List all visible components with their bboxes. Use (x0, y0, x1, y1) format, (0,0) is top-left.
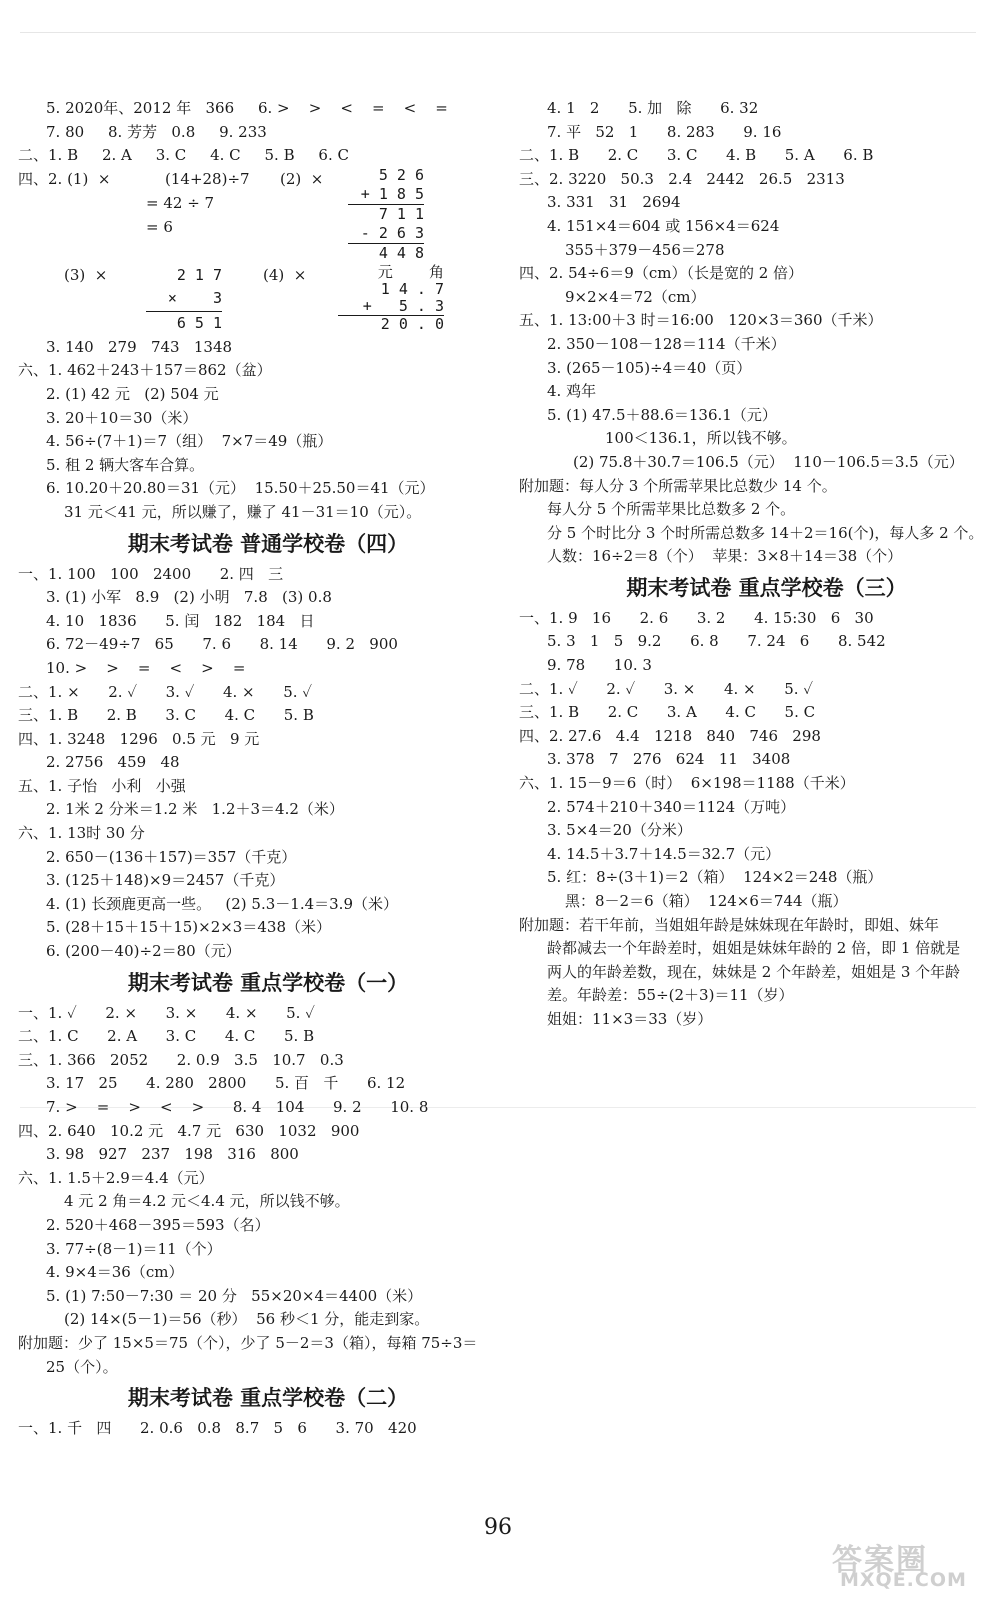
vertical-multiplication (146, 264, 222, 336)
calc-row: + 1 8 5 (348, 185, 424, 205)
calc-row: 1 4 . 7 (380, 279, 444, 298)
answer-line: (2) 14×(5－1)＝56（秒） 56 秒＜1 分，能走到家。 (64, 1310, 430, 1329)
answer-line: 3. (265－105)÷4＝40（页） (547, 358, 752, 377)
answer-line: 10. > > = < > = (46, 658, 246, 677)
answer-line: 五、1. 13:00＋3 时＝16:00 120×3＝360（千米） (519, 311, 883, 330)
answer-line: 六、1. 13时 30 分 (18, 824, 145, 843)
answer-line: 5. (1) 47.5＋88.6＝136.1（元） (547, 405, 777, 424)
answer-line: 2. (1) 42 元 (2) 504 元 (46, 384, 219, 403)
vertical-calc-block-2 (18, 264, 488, 336)
answer-line: 4 元 2 角＝4.2 元＜4.4 元，所以钱不够。 (64, 1192, 350, 1211)
answer-line: 分 5 个时比分 3 个时所需总数多 14＋2＝16(个)，每人多 2 个。 (547, 523, 984, 542)
calc-row: - 2 6 3 (348, 224, 424, 244)
answer-line: 人数：16÷2＝8（个） 苹果：3×8＋14＝38（个） (547, 547, 903, 566)
answer-line: 一、1. 9 16 2. 6 3. 2 4. 15:30 6 30 (519, 608, 874, 627)
section-title-zhongdian-3: 期末考试卷 重点学校卷（三） (626, 575, 907, 600)
answer-line: 6. 72－49÷7 65 7. 6 8. 14 9. 2 900 (46, 635, 398, 654)
calc-row: 5 2 6 (378, 165, 424, 184)
answer-line: 3. (125＋148)×9＝2457（千克） (46, 871, 285, 890)
answer-line: 5. 3 1 5 9.2 6. 8 7. 24 6 8. 542 (547, 632, 886, 651)
answer-line: 7. 80 8. 芳芳 0.8 9. 233 (46, 122, 267, 141)
answer-line: 四、1. 3248 1296 0.5 元 9 元 (18, 729, 260, 748)
top-divider (20, 32, 976, 33)
answer-line: 3. 98 927 237 198 316 800 (46, 1145, 299, 1164)
answer-line: 3. 17 25 4. 280 2800 5. 百 千 6. 12 (46, 1074, 406, 1093)
calc-row: × 3 (146, 287, 222, 312)
answer-line: 5. 红：8÷(3＋1)＝2（箱） 124×2＝248（瓶） (547, 868, 883, 887)
answer-line: 附加题：少了 15×5＝75（个），少了 5－2＝3（箱），每箱 75÷3＝ (18, 1333, 478, 1352)
answer-line: 3. 20＋10＝30（米） (46, 408, 198, 427)
answer-line: (2) 75.8＋30.7＝106.5（元） 110－106.5＝3.5（元） (573, 452, 964, 471)
answer-line: 5. 2020年、2012 年 366 6. > > < = < = (46, 99, 448, 117)
answer-line: 六、1. 1.5＋2.9＝4.4（元） (18, 1168, 214, 1187)
answer-line: 4. 151×4＝604 或 156×4＝624 (547, 216, 780, 235)
answer-line: 二、1. × 2. ✓ 3. ✓ 4. × 5. ✓ (18, 682, 312, 701)
section-title-zhongdian-1: 期末考试卷 重点学校卷（一） (127, 970, 409, 995)
answer-line: 25（个）。 (46, 1357, 118, 1376)
answer-line: 一、1. 100 100 2400 2. 四 三 (18, 564, 284, 583)
answer-line: 3. 378 7 276 624 11 3408 (547, 750, 791, 769)
answer-line: 7. > = > < > 8. 4 104 9. 2 10. 8 (46, 1098, 429, 1116)
answer-line: 2. 650－(136＋157)＝357（千克） (46, 847, 297, 866)
answer-line: 每人分 5 个所需苹果比总数多 2 个。 (547, 500, 796, 519)
answer-line: 二、1. B 2. A 3. C 4. C 5. B 6. C (18, 146, 349, 165)
calc-row: 6 5 1 (176, 313, 222, 332)
answer-line: 三、1. B 2. B 3. C 4. C 5. B (18, 706, 314, 725)
q4-p4-label: (4) × (263, 265, 307, 284)
answer-line: 五、1. 子怡 小利 小强 (18, 776, 186, 795)
answer-line: 两人的年龄差数，现在，妹妹是 2 个年龄差，姐姐是 3 个年龄 (547, 962, 961, 981)
answer-line: 100＜136.1，所以钱不够。 (605, 429, 797, 448)
answer-line: 3. 331 31 2694 (547, 193, 681, 212)
answer-line: 二、1. B 2. C 3. C 4. B 5. A 6. B (519, 146, 874, 165)
answer-line: 六、1. 462＋243＋157＝862（盆） (18, 361, 272, 380)
answer-line: 三、1. 366 2052 2. 0.9 3.5 10.7 0.3 (18, 1050, 344, 1069)
vertical-decimal-addition (338, 264, 444, 333)
section-title-zhongdian-2: 期末考试卷 重点学校卷（二） (127, 1386, 409, 1411)
answer-line: 4. 56÷(7＋1)＝7（组） 7×7＝49（瓶） (46, 432, 333, 451)
q4-p3-label: (3) × (64, 265, 108, 284)
watermark-url: MXQE.COM (840, 1569, 967, 1591)
answer-line: 4. 10 1836 5. 闰 182 184 日 (46, 611, 315, 630)
page-number: 96 (484, 1515, 512, 1540)
answer-line: 5. 租 2 辆大客车合算。 (46, 455, 205, 474)
answer-line: 三、1. B 2. C 3. A 4. C 5. C (519, 703, 816, 722)
answer-line: 三、2. 3220 50.3 2.4 2442 26.5 2313 (519, 169, 845, 188)
calc-row: 2 1 7 (176, 265, 222, 284)
answer-line: 4. 1 2 5. 加 除 6. 32 (547, 99, 759, 117)
q4-expr1: (14+28)÷7 (165, 169, 250, 188)
calc-row: + 5 . 3 (338, 298, 444, 316)
answer-line: 一、1. ✓ 2. × 3. × 4. × 5. ✓ (18, 1003, 315, 1022)
answer-line: 四、2. 640 10.2 元 4.7 元 630 1032 900 (18, 1121, 360, 1140)
left-column (18, 97, 488, 1441)
answer-line: 3. 5×4＝20（分米） (547, 821, 692, 840)
answer-line: 姐姐：11×3＝33（岁） (547, 1009, 713, 1028)
calc-row: 2 0 . 0 (380, 314, 444, 333)
vertical-addition (348, 166, 424, 263)
calc-row: 元 角 (377, 262, 444, 281)
answer-line: 2. 1米 2 分米＝1.2 米 1.2＋3＝4.2（米） (46, 800, 344, 819)
answer-line: 31 元＜41 元，所以赚了，赚了 41－31＝10（元）。 (64, 502, 422, 521)
answer-line: 2. 520＋468－395＝593（名） (46, 1215, 270, 1234)
answer-line: 3. (1) 小军 8.9 (2) 小明 7.8 (3) 0.8 (46, 588, 332, 607)
answer-line: 355＋379－456＝278 (565, 240, 725, 259)
answer-line: 龄都减去一个年龄差时，姐姐是妹妹年龄的 2 倍，即 1 倍就是 (547, 939, 961, 958)
answer-line: 9×2×4＝72（cm） (565, 287, 706, 306)
q4-expr3: = 6 (146, 217, 173, 236)
answer-line: 2. 350－108－128＝114（千米） (547, 334, 786, 353)
right-column (519, 97, 984, 1032)
calc-row: 4 4 8 (378, 243, 424, 262)
q4-p2-label: (2) × (280, 169, 324, 188)
answer-line: 二、1. ✓ 2. ✓ 3. × 4. × 5. ✓ (519, 679, 813, 698)
answer-line: 9. 78 10. 3 (547, 656, 652, 675)
answer-line: 4. (1) 长颈鹿更高一些。 (2) 5.3－1.4＝3.9（米） (46, 894, 398, 913)
q4-expr2: = 42 ÷ 7 (146, 193, 215, 212)
answer-line: 四、2. 54÷6＝9（cm）（长是宽的 2 倍） (519, 264, 804, 283)
q4-label: 四、2. (1) × (18, 169, 111, 188)
answer-line: 7. 平 52 1 8. 283 9. 16 (547, 122, 782, 141)
answer-line: 黑：8－2＝6（箱） 124×6＝744（瓶） (565, 892, 848, 910)
answer-line: 附加题：若干年前，当姐姐年龄是妹妹现在年龄时，即姐、妹年 (519, 915, 940, 934)
answer-line: 5. (28＋15＋15＋15)×2×3＝438（米） (46, 918, 331, 937)
answer-line: 六、1. 15－9＝6（时） 6×198＝1188（千米） (519, 774, 855, 793)
answer-line: 2. 574＋210＋340＝1124（万吨） (547, 797, 796, 816)
calc-row: 7 1 1 (378, 204, 424, 223)
answer-line: 4. 鸡年 (547, 382, 597, 401)
watermark-logo (832, 1535, 988, 1595)
answer-line: 2. 2756 459 48 (46, 753, 180, 772)
watermark-text: 答案圈 (832, 1543, 928, 1578)
vertical-calc-block-1 (18, 165, 488, 264)
answer-line: 附加题：每人分 3 个所需苹果比总数少 14 个。 (519, 476, 837, 495)
answer-line: 差。年龄差：55÷(2＋3)＝11（岁） (547, 986, 794, 1005)
answer-line: 3. 77÷(8－1)＝11（个） (46, 1239, 222, 1258)
answer-line: 二、1. C 2. A 3. C 4. C 5. B (18, 1027, 315, 1046)
answer-line: 3. 140 279 743 1348 (46, 337, 233, 356)
answer-line: 4. 14.5＋3.7＋14.5＝32.7（元） (547, 844, 781, 863)
answer-line: 一、1. 千 四 2. 0.6 0.8 8.7 5 6 3. 70 420 (18, 1419, 417, 1438)
answer-line: 4. 9×4＝36（cm） (46, 1263, 184, 1282)
answer-line: 5. (1) 7:50－7:30 ＝ 20 分 55×20×4＝4400（米） (46, 1286, 423, 1305)
answer-line: 6. 10.20＋20.80＝31（元） 15.50＋25.50＝41（元） (46, 479, 435, 498)
answer-line: 6. (200－40)÷2＝80（元） (46, 942, 241, 961)
answer-line: 四、2. 27.6 4.4 1218 840 746 298 (519, 726, 821, 745)
section-title-putong-4: 期末考试卷 普通学校卷（四） (127, 531, 409, 556)
